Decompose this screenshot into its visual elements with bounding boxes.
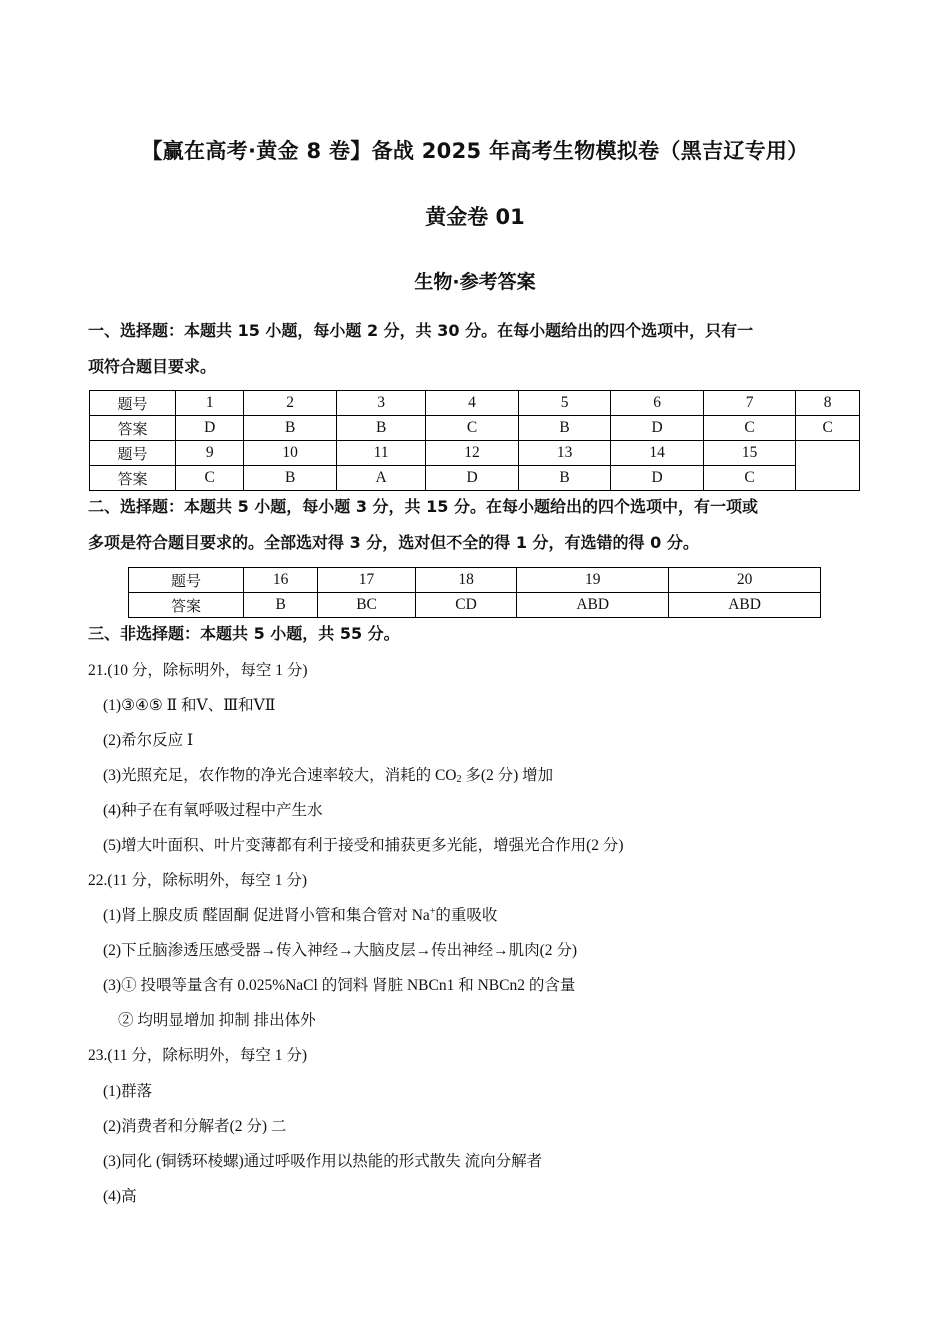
q22-answer-1-text: (1)肾上腺皮质 醛固酮 促进肾小管和集合管对 Na bbox=[103, 907, 430, 924]
table-cell: ABD bbox=[669, 593, 821, 618]
section1-heading-line1: 一、选择题：本题共 15 小题，每小题 2 分，共 30 分。在每小题给出的四个选项中，只有一 bbox=[88, 321, 754, 340]
table-cell: D bbox=[611, 466, 704, 491]
table-cell: 19 bbox=[517, 568, 669, 593]
superscript: + bbox=[429, 905, 436, 917]
table-cell: B bbox=[518, 416, 611, 441]
table-cell: A bbox=[336, 466, 425, 491]
table-cell: D bbox=[611, 416, 704, 441]
table-row bbox=[129, 593, 821, 618]
table-cell: 20 bbox=[669, 568, 821, 593]
table-cell: 8 bbox=[796, 391, 860, 416]
q23-header: 23.(11 分，除标明外，每空 1 分) bbox=[88, 1047, 307, 1064]
table-cell: 3 bbox=[336, 391, 425, 416]
table-cell: D bbox=[176, 416, 244, 441]
section2-heading-line1: 二、选择题：本题共 5 小题，每小题 3 分，共 15 分。在每小题给出的四个选项中，有一项或 bbox=[88, 497, 758, 516]
table-cell: C bbox=[703, 416, 796, 441]
row-label: 题号 bbox=[90, 391, 176, 416]
table-row bbox=[90, 416, 860, 441]
table-cell: 14 bbox=[611, 441, 704, 466]
table-cell: 18 bbox=[415, 568, 516, 593]
table-row bbox=[90, 441, 860, 466]
q21-header: 21.(10 分，除标明外，每空 1 分) bbox=[88, 662, 308, 679]
table-cell: B bbox=[244, 466, 337, 491]
row-label: 答案 bbox=[129, 593, 244, 618]
table-cell: ABD bbox=[517, 593, 669, 618]
empty-cell bbox=[796, 441, 860, 491]
table-cell: C bbox=[426, 416, 519, 441]
table-cell: C bbox=[176, 466, 244, 491]
table-cell: 15 bbox=[703, 441, 796, 466]
table-cell: 5 bbox=[518, 391, 611, 416]
main-title: 【赢在高考·黄金 8 卷】备战 2025 年高考生物模拟卷（黑吉辽专用） bbox=[141, 139, 809, 163]
section1-heading bbox=[88, 313, 868, 385]
table-cell: 6 bbox=[611, 391, 704, 416]
q22-answer-3b: ② 均明显增加 抑制 排出体外 bbox=[118, 1012, 316, 1029]
table-row bbox=[129, 568, 821, 593]
q23-answer-3: (3)同化 (铜锈环棱螺)通过呼吸作用以热能的形式散失 流向分解者 bbox=[103, 1153, 543, 1170]
table-cell: BC bbox=[318, 593, 416, 618]
row-label: 题号 bbox=[90, 441, 176, 466]
subscript: 2 bbox=[456, 774, 462, 785]
row-label: 题号 bbox=[129, 568, 244, 593]
q21-answer-2: (2)希尔反应 Ⅰ bbox=[103, 732, 194, 749]
q21-answer-3 bbox=[103, 763, 553, 785]
row-label: 答案 bbox=[90, 466, 176, 491]
q23-answer-1: (1)群落 bbox=[103, 1083, 153, 1100]
table-cell: B bbox=[518, 466, 611, 491]
table-cell: D bbox=[426, 466, 519, 491]
section3-heading: 三、非选择题：本题共 5 小题，共 55 分。 bbox=[88, 624, 400, 643]
q22-answer-1-text-end: 的重吸收 bbox=[435, 907, 498, 924]
table-cell: 17 bbox=[318, 568, 416, 593]
q21-answer-3-text-end: 多(2 分) 增加 bbox=[461, 767, 554, 784]
q22-answer-1 bbox=[103, 903, 497, 925]
volume-title: 黄金卷 01 bbox=[425, 205, 525, 229]
table-cell: 7 bbox=[703, 391, 796, 416]
q22-header: 22.(11 分，除标明外，每空 1 分) bbox=[88, 872, 307, 889]
table-cell: B bbox=[244, 593, 318, 618]
table-cell: 9 bbox=[176, 441, 244, 466]
q21-answer-3-text: (3)光照充足，农作物的净光合速率较大，消耗的 CO bbox=[103, 767, 457, 784]
table-row bbox=[90, 391, 860, 416]
section2-answer-table bbox=[128, 567, 821, 618]
q21-answer-5: (5)增大叶面积、叶片变薄都有利于接受和捕获更多光能，增强光合作用(2 分) bbox=[103, 837, 624, 854]
table-cell: 13 bbox=[518, 441, 611, 466]
subtitle: 生物·参考答案 bbox=[414, 271, 536, 293]
table-cell: B bbox=[244, 416, 337, 441]
table-cell: 12 bbox=[426, 441, 519, 466]
q22-answer-2: (2)下丘脑渗透压感受器→传入神经→大脑皮层→传出神经→肌肉(2 分) bbox=[103, 942, 578, 959]
table-cell: C bbox=[703, 466, 796, 491]
table-cell: 1 bbox=[176, 391, 244, 416]
section1-heading-line2: 项符合题目要求。 bbox=[88, 357, 217, 376]
q23-answer-2: (2)消费者和分解者(2 分) 二 bbox=[103, 1118, 287, 1135]
section2-heading bbox=[88, 489, 868, 561]
section1-answer-table bbox=[89, 390, 860, 491]
table-cell: 2 bbox=[244, 391, 337, 416]
section2-heading-line2: 多项是符合题目要求的。全部选对得 3 分，选对但不全的得 1 分，有选错的得 0 分。 bbox=[88, 533, 699, 552]
q23-answer-4: (4)高 bbox=[103, 1188, 137, 1205]
table-cell: 16 bbox=[244, 568, 318, 593]
table-cell: B bbox=[336, 416, 425, 441]
table-row bbox=[90, 466, 860, 491]
q21-answer-1: (1)③④⑤ Ⅱ 和Ⅴ、Ⅲ和ⅤⅡ bbox=[103, 697, 276, 714]
table-cell: 11 bbox=[336, 441, 425, 466]
table-cell: C bbox=[796, 416, 860, 441]
q22-answer-3: (3)① 投喂等量含有 0.025%NaCl 的饲料 肾脏 NBCn1 和 NBCn2 的含量 bbox=[103, 977, 576, 994]
q21-answer-4: (4)种子在有氧呼吸过程中产生水 bbox=[103, 802, 323, 819]
table-cell: 10 bbox=[244, 441, 337, 466]
table-cell: 4 bbox=[426, 391, 519, 416]
row-label: 答案 bbox=[90, 416, 176, 441]
table-cell: CD bbox=[415, 593, 516, 618]
